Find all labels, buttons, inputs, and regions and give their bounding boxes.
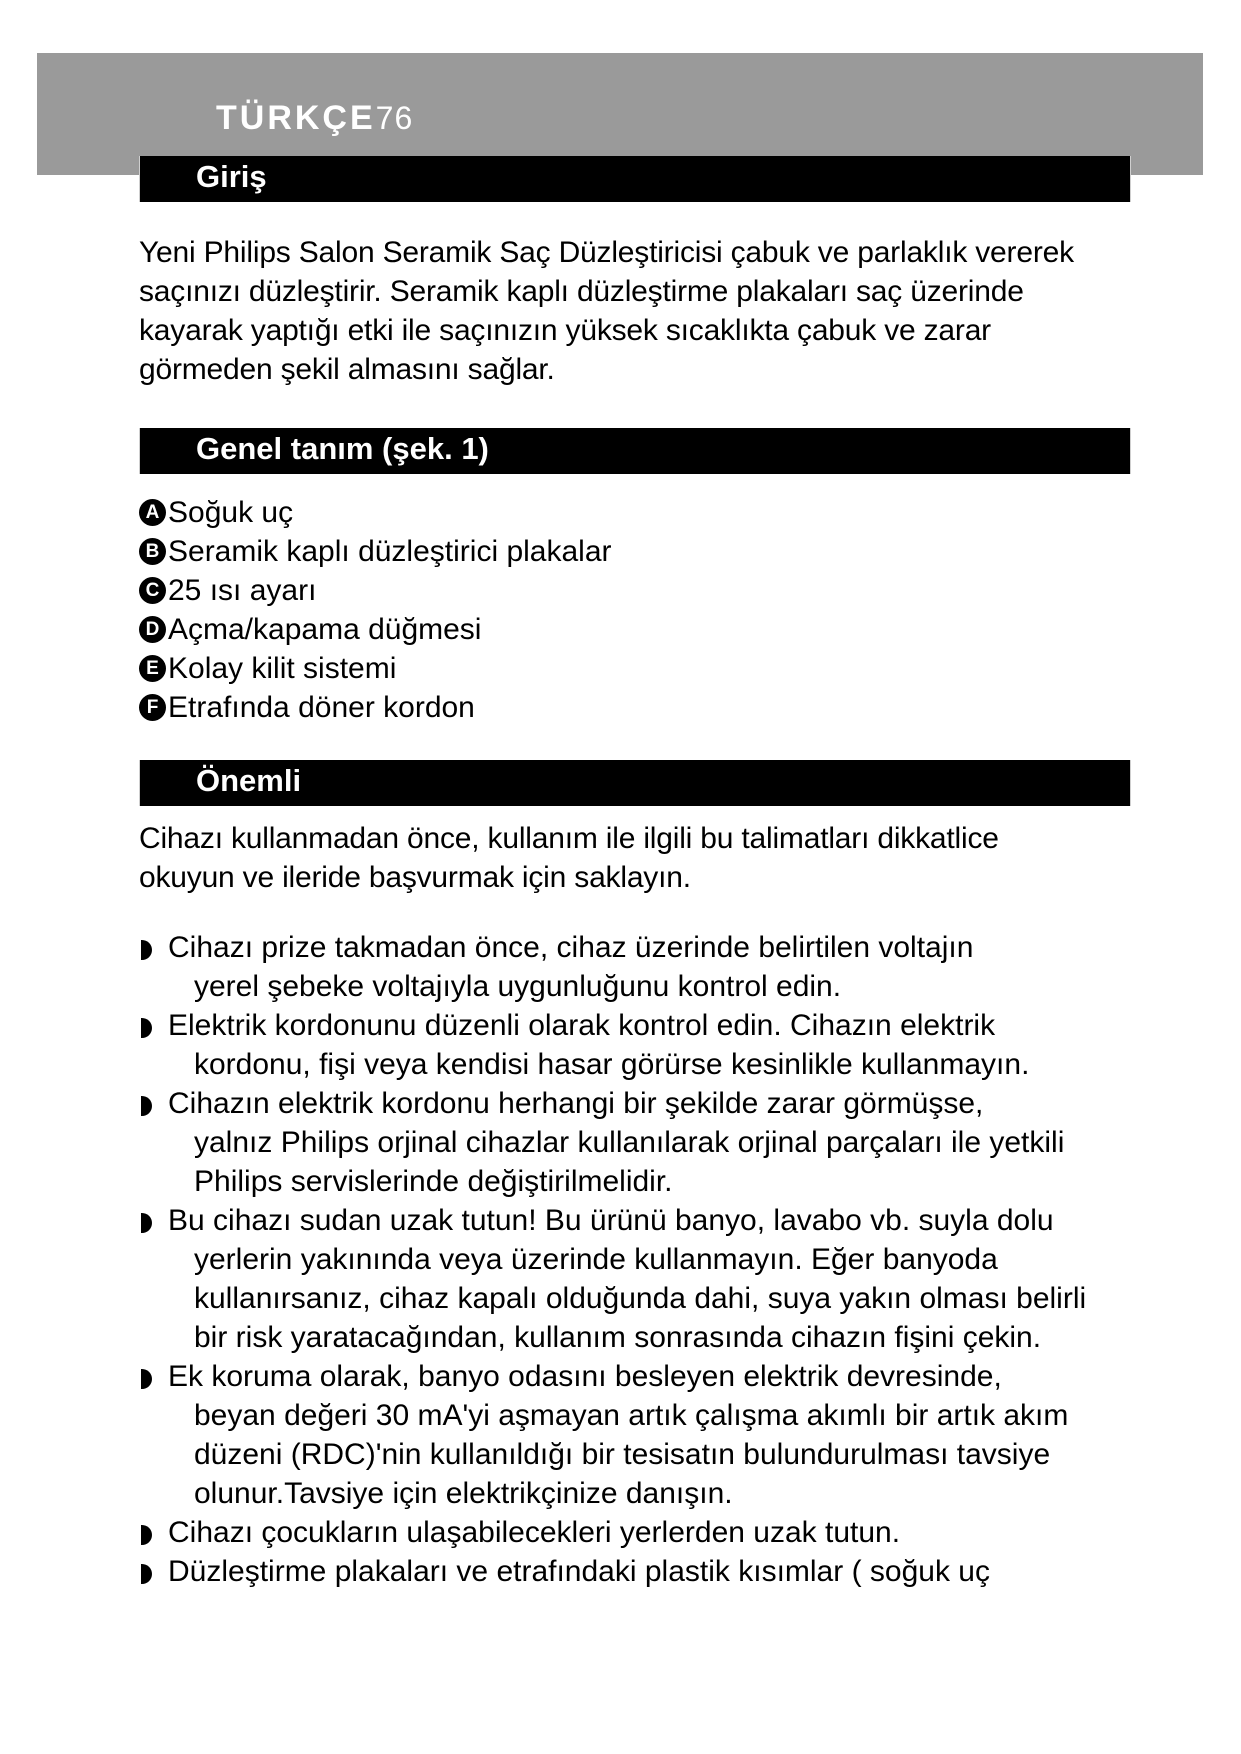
- warning-item: [139, 928, 1139, 1006]
- part-letter-badge: E: [139, 655, 166, 682]
- part-label: Soğuk uç: [168, 496, 294, 529]
- warning-line: Düzleştirme plakaları ve etrafındaki plastik kısımlar ( soğuk uç: [168, 1555, 990, 1588]
- warning-line: Cihazı çocukların ulaşabilecekleri yerlerden uzak tutun.: [168, 1516, 901, 1549]
- warning-line: yerel şebeke voltajıyla uygunluğunu kontrol edin.: [194, 970, 842, 1003]
- important-intro-line: okuyun ve ileride başvurmak için saklayın.: [139, 861, 691, 894]
- part-label: 25 ısı ayarı: [168, 574, 317, 607]
- warning-line: Bu cihazı sudan uzak tutun! Bu ürünü banyo, lavabo vb. suyla dolu: [168, 1204, 1054, 1237]
- warning-line: beyan değeri 30 mA'yi aşmayan artık çalışma akımlı bir artık akım: [194, 1399, 1069, 1432]
- part-label: Kolay kilit sistemi: [168, 652, 397, 685]
- page-number: 76: [375, 100, 414, 136]
- part-label: Seramik kaplı düzleştirici plakalar: [168, 535, 612, 568]
- part-letter-badge: B: [139, 538, 166, 565]
- intro-line: görmeden şekil almasını sağlar.: [139, 353, 555, 386]
- part-item: [139, 688, 1129, 727]
- important-intro-line: Cihazı kullanmadan önce, kullanım ile ilgili bu talimatları dikkatlice: [139, 822, 999, 855]
- warning-line: bir risk yaratacağından, kullanım sonrasında cihazın fişini çekin.: [194, 1321, 1042, 1354]
- part-item: [139, 493, 1129, 532]
- warning-line: Ek koruma olarak, banyo odasını besleyen elektrik devresinde,: [168, 1360, 1002, 1393]
- important-section-title: Önemli: [196, 763, 302, 798]
- intro-paragraph: [139, 233, 1129, 389]
- part-letter-badge: D: [139, 616, 166, 643]
- warning-item: [139, 1201, 1139, 1357]
- part-item: [139, 649, 1129, 688]
- warning-item: [139, 1513, 1139, 1552]
- part-label: Etrafında döner kordon: [168, 691, 475, 724]
- description-section-bar: [139, 428, 1131, 474]
- part-letter-badge: F: [139, 694, 166, 721]
- warning-line: Philips servislerinde değiştirilmelidir.: [194, 1165, 673, 1198]
- warning-line: kordonu, fişi veya kendisi hasar görürse kesinlikle kullanmayın.: [194, 1048, 1030, 1081]
- important-intro-paragraph: [139, 819, 1129, 897]
- intro-section-title: Giriş: [196, 159, 267, 194]
- intro-line: kayarak yaptığı etki ile saçınızın yüksek sıcaklıkta çabuk ve zarar: [139, 314, 991, 347]
- warning-line: olunur.Tavsiye için elektrikçinize danışın.: [194, 1477, 733, 1510]
- intro-line: saçınızı düzleştirir. Seramik kaplı düzleştirme plakaları saç üzerinde: [139, 275, 1024, 308]
- part-item: [139, 571, 1129, 610]
- warning-line: yerlerin yakınında veya üzerinde kullanmayın. Eğer banyoda: [194, 1243, 998, 1276]
- parts-list: [139, 493, 1129, 727]
- part-label: Açma/kapama düğmesi: [168, 613, 482, 646]
- warning-line: Cihazın elektrik kordonu herhangi bir şekilde zarar görmüşse,: [168, 1087, 984, 1120]
- description-section-title: Genel tanım (şek. 1): [196, 431, 489, 466]
- warning-item: [139, 1006, 1139, 1084]
- intro-line: Yeni Philips Salon Seramik Saç Düzleştiricisi çabuk ve parlaklık vererek: [139, 236, 1074, 269]
- part-item: [139, 610, 1129, 649]
- warning-line: yalnız Philips orjinal cihazlar kullanılarak orjinal parçaları ile yetkili: [194, 1126, 1065, 1159]
- warning-line: kullanırsanız, cihaz kapalı olduğunda dahi, suya yakın olması belirli: [194, 1282, 1087, 1315]
- intro-section-bar: [139, 156, 1131, 202]
- warning-line: Cihazı prize takmadan önce, cihaz üzerinde belirtilen voltajın: [168, 931, 974, 964]
- warning-item: [139, 1552, 1139, 1591]
- warning-line: Elektrik kordonunu düzenli olarak kontrol edin. Cihazın elektrik: [168, 1009, 996, 1042]
- part-item: [139, 532, 1129, 571]
- warnings-list: [139, 928, 1139, 1591]
- warning-item: [139, 1084, 1139, 1201]
- warning-item: [139, 1357, 1139, 1513]
- warning-line: düzeni (RDC)'nin kullanıldığı bir tesisatın bulundurulması tavsiye: [194, 1438, 1051, 1471]
- language-heading: [216, 98, 413, 138]
- part-letter-badge: C: [139, 577, 166, 604]
- part-letter-badge: A: [139, 499, 166, 526]
- important-section-bar: [139, 760, 1131, 806]
- language-label: TÜRKÇE: [216, 99, 376, 137]
